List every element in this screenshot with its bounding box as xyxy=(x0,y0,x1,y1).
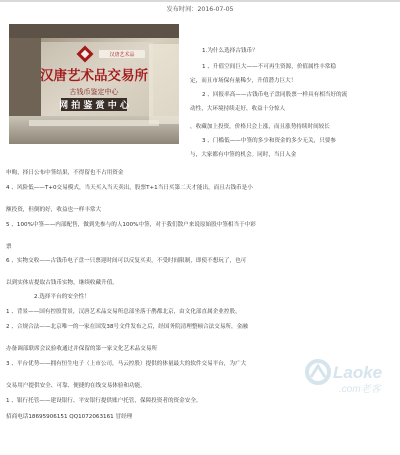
paragraph-line: 6 、实物交收——古钱币电子盘一只票迎时间可以反复买卖，不受时间限制，即使不想玩了，也可 xyxy=(6,258,247,264)
watermark-brand: Laoke xyxy=(333,363,383,382)
photo-sign-line2: 古钱币鉴定中心 xyxy=(69,88,119,96)
section-heading-1: 1.为什么选择古钱币？ xyxy=(202,48,258,54)
paragraph-line: 额投资，但倒的好，收益也一样丰常大 xyxy=(6,207,102,213)
photo-badge-text: 汉唐艺术品 xyxy=(109,52,135,58)
paragraph-line: 5 、100%中签——内部配售，做到先参与的人100%中签，对于我们散户来说原始股中签相当于中彩 xyxy=(6,222,256,228)
paragraph-line: 以到实体店提取古钱币实物，继续收藏升值。 xyxy=(6,280,118,286)
publish-date-line xyxy=(0,6,400,13)
watermark-domain: .com老客 xyxy=(339,384,381,395)
paragraph-line: ，收藏加上投资，价格只会上涨，而且涨势持续时间较长 xyxy=(190,124,330,130)
photo-sign-title: 汉唐艺术品交易所 xyxy=(40,68,148,84)
paragraph-line: 2 、合规合法——北京唯一的一家在国发38号文件发布之后，经国务院清理整顿合法交易所，金融 xyxy=(6,324,248,330)
paragraph-line: 办备调部联席会议验收通过并保留的第一家文化艺术品交易所 xyxy=(6,346,158,352)
photo-sign-line3: 网 拍 鉴 赏 中 心 xyxy=(59,101,129,111)
top-divider xyxy=(0,0,400,2)
publish-date: 2016-07-05 xyxy=(197,6,234,13)
paragraph-line: 1 、升值空间巨大——不可再生资源，价值属性丰常稳 xyxy=(202,64,336,70)
paragraph-line: 1 、银行托管——建设银行、平安银行提供账户托管，保障投资者的资金安全。 xyxy=(6,398,202,404)
paragraph-line: 申购，择日公布中签结果，不得留也不占用资金 xyxy=(6,170,124,176)
watermark-logo-icon xyxy=(307,361,329,383)
publish-label: 发布时间： xyxy=(166,6,198,13)
paragraph-line: 交易用户提供安全、可靠、便捷的在线交易体验和功能。 xyxy=(6,383,146,389)
contact-line: 招商电话18695906151 QQ1072063161 冒经理 xyxy=(6,414,133,420)
paragraph-line: 4 、风险低——T+0交易模式，当天买入当天卖出，股票T+1当日买第二天才能出，而且古钱币是小 xyxy=(6,185,253,191)
paragraph-line: 动性，大环境持续走好，收益十分惊人 xyxy=(190,106,286,112)
paragraph-line: 票 xyxy=(6,244,12,250)
site-watermark xyxy=(305,357,397,397)
paragraph-line: 2 、回报率高——古钱币电子盘同股票一样具有相当好的流 xyxy=(202,92,348,98)
paragraph-line: 3 、门槛低——中签的多少和资金的多少无关，只要参 xyxy=(202,138,336,144)
section-heading-2: 2.选择平台的安全性！ xyxy=(34,294,90,300)
article-photo xyxy=(9,24,179,144)
paragraph-line: 1 、背景——国有控股背景，汉唐艺术品交易所总部坐落于鹊都北京，由文化部直属企业控股。 xyxy=(6,309,241,315)
paragraph-line: 3 、平台优势——拥有恒生电子（上市公司，马云控股）提供的体量最大的软件交易平台，为广大 xyxy=(6,361,247,367)
paragraph-line: 与，大家都有中签的机会。同时，当日入金 xyxy=(190,152,297,158)
paragraph-line: 定，而且市场保有量稀少，升值潜力巨大！ xyxy=(190,78,297,84)
